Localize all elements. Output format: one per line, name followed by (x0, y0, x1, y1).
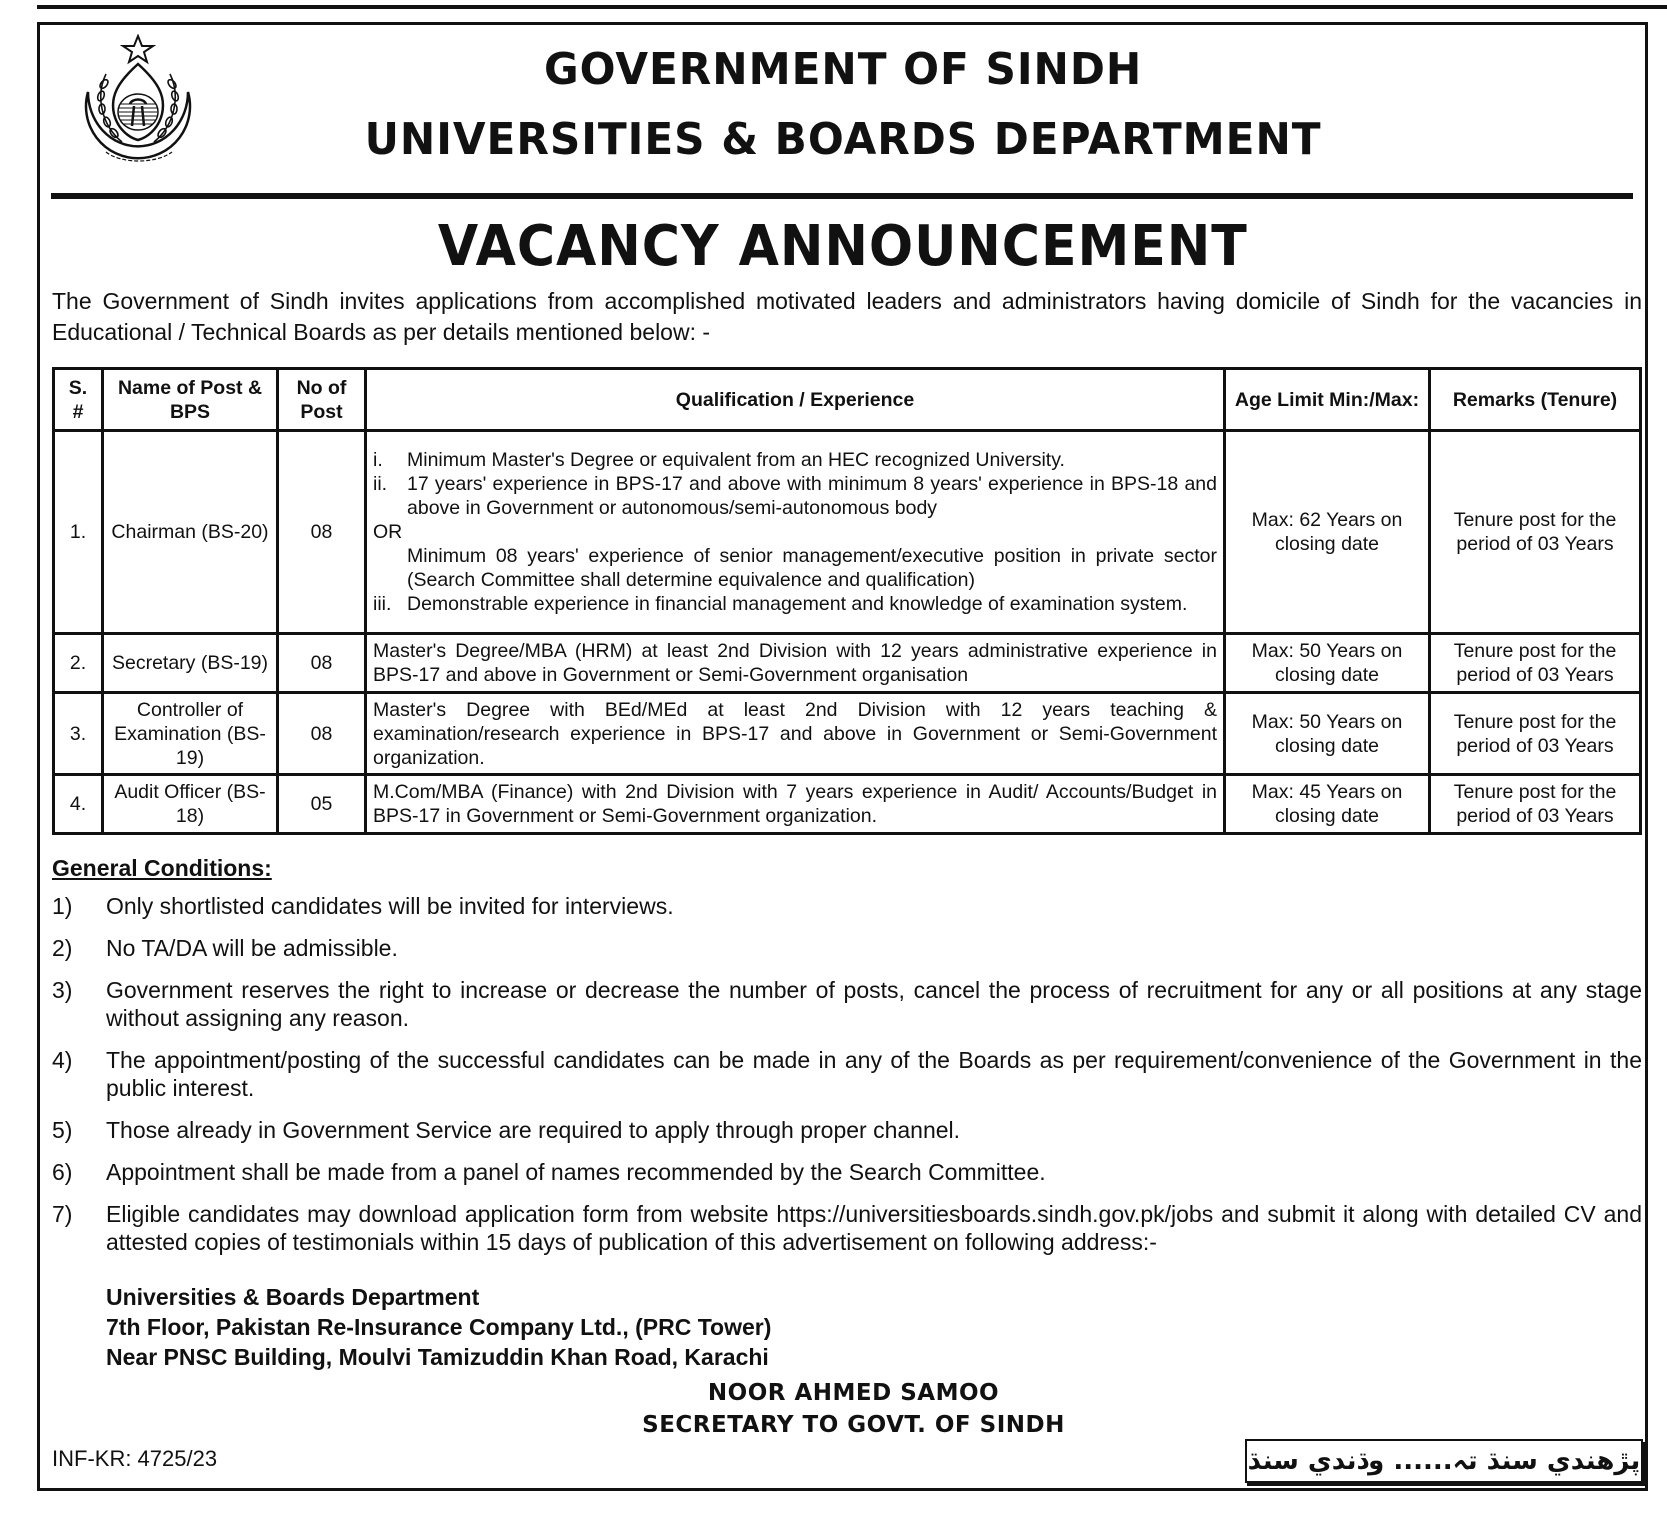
condition-number: 1) (52, 893, 73, 919)
government-title: GOVERNMENT OF SINDH (543, 44, 1143, 95)
col-header-sn: S. # (54, 369, 103, 431)
item-text: Demonstrable experience in financial management and knowledge of examination system. (407, 593, 1188, 615)
condition-item (52, 1200, 1642, 1256)
condition-text: No TA/DA will be admissible. (106, 935, 398, 961)
cell-post-count: 05 (278, 775, 366, 834)
condition-number: 5) (52, 1117, 73, 1143)
address-line-3: Near PNSC Building, Moulvi Tamizuddin Khan Road, Karachi (106, 1344, 769, 1370)
cell-sn: 1. (54, 431, 103, 634)
condition-text: Eligible candidates may download application form from website https://universitiesboards.sindh.gov.pk/jobs and submit it along with detailed CV and attested copies of testimonials within 15 days of publication of this advertisement on following address:- (106, 1201, 1642, 1255)
condition-number: 4) (52, 1047, 73, 1073)
department-title: UNIVERSITIES & BOARDS DEPARTMENT (364, 114, 1322, 165)
mailing-address (106, 1282, 771, 1372)
header-divider (51, 193, 1633, 199)
vacancy-table (52, 367, 1642, 835)
reference-number: INF-KR: 4725/23 (52, 1446, 218, 1471)
address-line-1: Universities & Boards Department (106, 1284, 480, 1310)
item-text: Minimum Master's Degree or equivalent from an HEC recognized University. (407, 449, 1065, 471)
condition-text: Those already in Government Service are required to apply through proper channel. (106, 1117, 961, 1143)
cell-remarks: Tenure post for the period of 03 Years (1430, 431, 1641, 634)
qualification-item (373, 448, 1217, 472)
or-separator: OR (373, 521, 403, 543)
col-header-remarks: Remarks (Tenure) (1430, 369, 1641, 431)
item-text: 17 years' experience in BPS-17 and above with minimum 8 years' experience in BPS-18 and above in Government or autonomous/semi-autonomous body (407, 473, 1217, 519)
item-number: ii. (373, 473, 388, 495)
cell-age-limit: Max: 50 Years on closing date (1225, 693, 1430, 775)
cell-sn: 2. (54, 634, 103, 693)
item-number: iii. (373, 593, 392, 615)
cell-remarks: Tenure post for the period of 03 Years (1430, 693, 1641, 775)
condition-text: Appointment shall be made from a panel of names recommended by the Search Committee. (106, 1159, 1046, 1185)
cell-qualification: Master's Degree/MBA (HRM) at least 2nd Division with 12 years administrative experience in BPS-17 and above in Government or Semi-Government organisation (366, 634, 1225, 693)
cell-remarks: Tenure post for the period of 03 Years (1430, 634, 1641, 693)
condition-item (52, 1158, 1642, 1186)
cell-remarks: Tenure post for the period of 03 Years (1430, 775, 1641, 834)
table-row (54, 693, 1641, 775)
col-header-qualification: Qualification / Experience (366, 369, 1225, 431)
signatory-designation: SECRETARY TO GOVT. OF SINDH (642, 1412, 1065, 1438)
condition-item (52, 892, 1642, 920)
cell-age-limit: Max: 45 Years on closing date (1225, 775, 1430, 834)
page-title: VACANCY ANNOUNCEMENT (437, 214, 1248, 279)
qualification-list (373, 448, 1217, 616)
condition-number: 6) (52, 1159, 73, 1185)
condition-item (52, 976, 1642, 1032)
cell-post-count: 08 (278, 693, 366, 775)
cell-sn: 3. (54, 693, 103, 775)
cell-post-name: Secretary (BS-19) (103, 634, 278, 693)
col-header-name: Name of Post & BPS (103, 369, 278, 431)
condition-number: 7) (52, 1201, 73, 1227)
table-header-row (54, 369, 1641, 431)
cell-post-count: 08 (278, 431, 366, 634)
qualification-item (373, 592, 1217, 616)
cell-post-count: 08 (278, 634, 366, 693)
cell-qualification: Master's Degree with BEd/MEd at least 2nd Division with 12 years teaching & examination/research experience in BPS-17 and above in Government or Semi-Government organization. (366, 693, 1225, 775)
cell-sn: 4. (54, 775, 103, 834)
qualification-item-alt (373, 544, 1217, 592)
cell-post-name: Chairman (BS-20) (103, 431, 278, 634)
cell-age-limit: Max: 62 Years on closing date (1225, 431, 1430, 634)
item-number: i. (373, 449, 383, 471)
condition-text: Only shortlisted candidates will be invited for interviews. (106, 893, 674, 919)
table-row (54, 634, 1641, 693)
general-conditions-heading: General Conditions: (52, 855, 272, 881)
address-line-2: 7th Floor, Pakistan Re-Insurance Company Ltd., (PRC Tower) (106, 1314, 772, 1340)
condition-item (52, 1046, 1642, 1102)
cell-post-name: Controller of Examination (BS-19) (103, 693, 278, 775)
qualification-item (373, 472, 1217, 520)
col-header-no: No of Post (278, 369, 366, 431)
condition-number: 3) (52, 977, 73, 1003)
condition-text: The appointment/posting of the successful candidates can be made in any of the Boards as per requirement/convenience of the Government in the public interest. (106, 1047, 1642, 1101)
condition-item (52, 934, 1642, 962)
intro-paragraph: The Government of Sindh invites applications from accomplished motivated leaders and administrators having domicile of Sindh for the vacancies in Educational / Technical Boards as per details mentioned below: - (52, 288, 1642, 345)
signatory-block (0, 1377, 1667, 1441)
cell-age-limit: Max: 50 Years on closing date (1225, 634, 1430, 693)
cell-qualification (366, 431, 1225, 634)
cell-qualification: M.Com/MBA (Finance) with 2nd Division with 7 years experience in Audit/ Accounts/Budget in BPS-17 in Government or Semi-Government organization. (366, 775, 1225, 834)
cell-post-name: Audit Officer (BS-18) (103, 775, 278, 834)
table-row (54, 775, 1641, 834)
condition-text: Government reserves the right to increase or decrease the number of posts, cancel the process of recruitment for any or all positions at any stage without assigning any reason. (106, 977, 1642, 1031)
general-conditions-list (52, 892, 1642, 1270)
condition-number: 2) (52, 935, 73, 961)
table-row (54, 431, 1641, 634)
col-header-age: Age Limit Min:/Max: (1225, 369, 1430, 431)
sindhi-slogan-box: پڙهندي سنڌ تہ...... وڌندي سنڌ (1245, 1439, 1643, 1483)
item-text: Minimum 08 years' experience of senior management/executive position in private sector (Search Committee shall determine equivalence and qualification) (407, 545, 1217, 591)
signatory-name: NOOR AHMED SAMOO (707, 1380, 1000, 1406)
top-rule (37, 5, 1667, 9)
condition-item (52, 1116, 1642, 1144)
